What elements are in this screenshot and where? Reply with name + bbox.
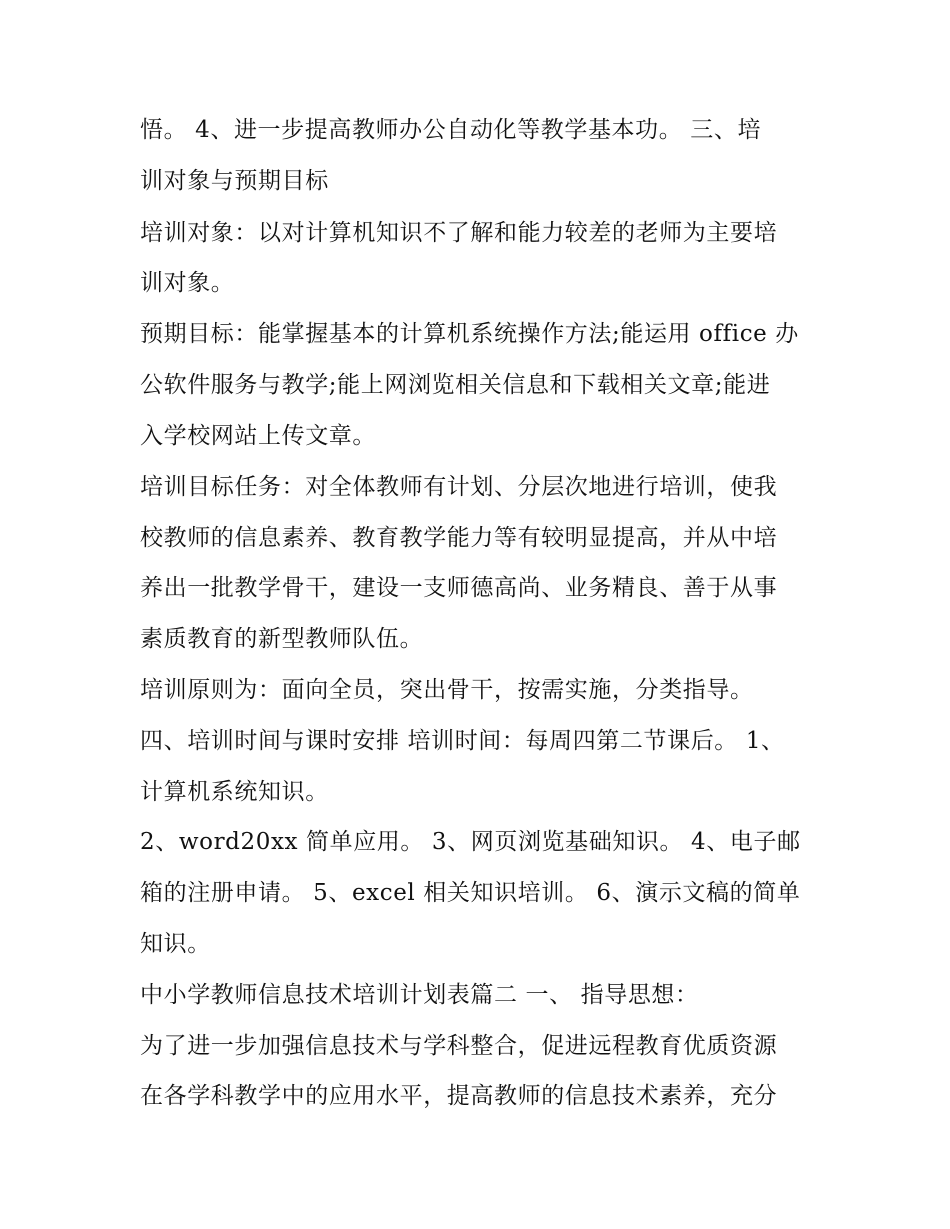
- text-line: 计算机系统知识。: [140, 779, 329, 805]
- text-line: 培训对象：以对计算机知识不了解和能力较差的老师为主要培: [140, 220, 778, 246]
- text-line: 在各学科教学中的应用水平，提高教师的信息技术素养，充分: [140, 1083, 778, 1109]
- text-line: 训对象。: [140, 270, 235, 296]
- text-line: 素质教育的新型教师队伍。: [140, 626, 424, 652]
- text-line: 2、word20xx 简单应用。 3、网页浏览基础知识。 4、电子邮: [140, 829, 801, 855]
- text-line: 悟。 4、进一步提高教师办公自动化等教学基本功。 三、培: [140, 117, 762, 143]
- text-line: 培训目标任务：对全体教师有计划、分层次地进行培训，使我: [140, 474, 778, 500]
- text-line: 为了进一步加强信息技术与学科整合，促进远程教育优质资源: [140, 1033, 778, 1059]
- text-line: 养出一批教学骨干，建设一支师德高尚、业务精良、善于从事: [140, 575, 778, 601]
- text-line: 知识。: [140, 931, 211, 957]
- text-line: 入学校网站上传文章。: [140, 423, 376, 449]
- text-line: 训对象与预期目标: [140, 168, 329, 194]
- text-line: 箱的注册申请。 5、excel 相关知识培训。 6、演示文稿的简单: [140, 880, 801, 906]
- text-line: 预期目标：能掌握基本的计算机系统操作方法;能运用 office 办: [140, 321, 799, 347]
- text-line: 培训原则为：面向全员，突出骨干，按需实施，分类指导。: [140, 677, 754, 703]
- text-line: 公软件服务与教学;能上网浏览相关信息和下载相关文章;能进: [140, 372, 771, 398]
- text-line: 校教师的信息素养、教育教学能力等有较明显提高，并从中培: [140, 525, 778, 551]
- text-line: 四、培训时间与课时安排 培训时间：每周四第二节课后。 1、: [140, 728, 785, 754]
- text-line: 中小学教师信息技术培训计划表篇二 一、 指导思想：: [140, 982, 699, 1008]
